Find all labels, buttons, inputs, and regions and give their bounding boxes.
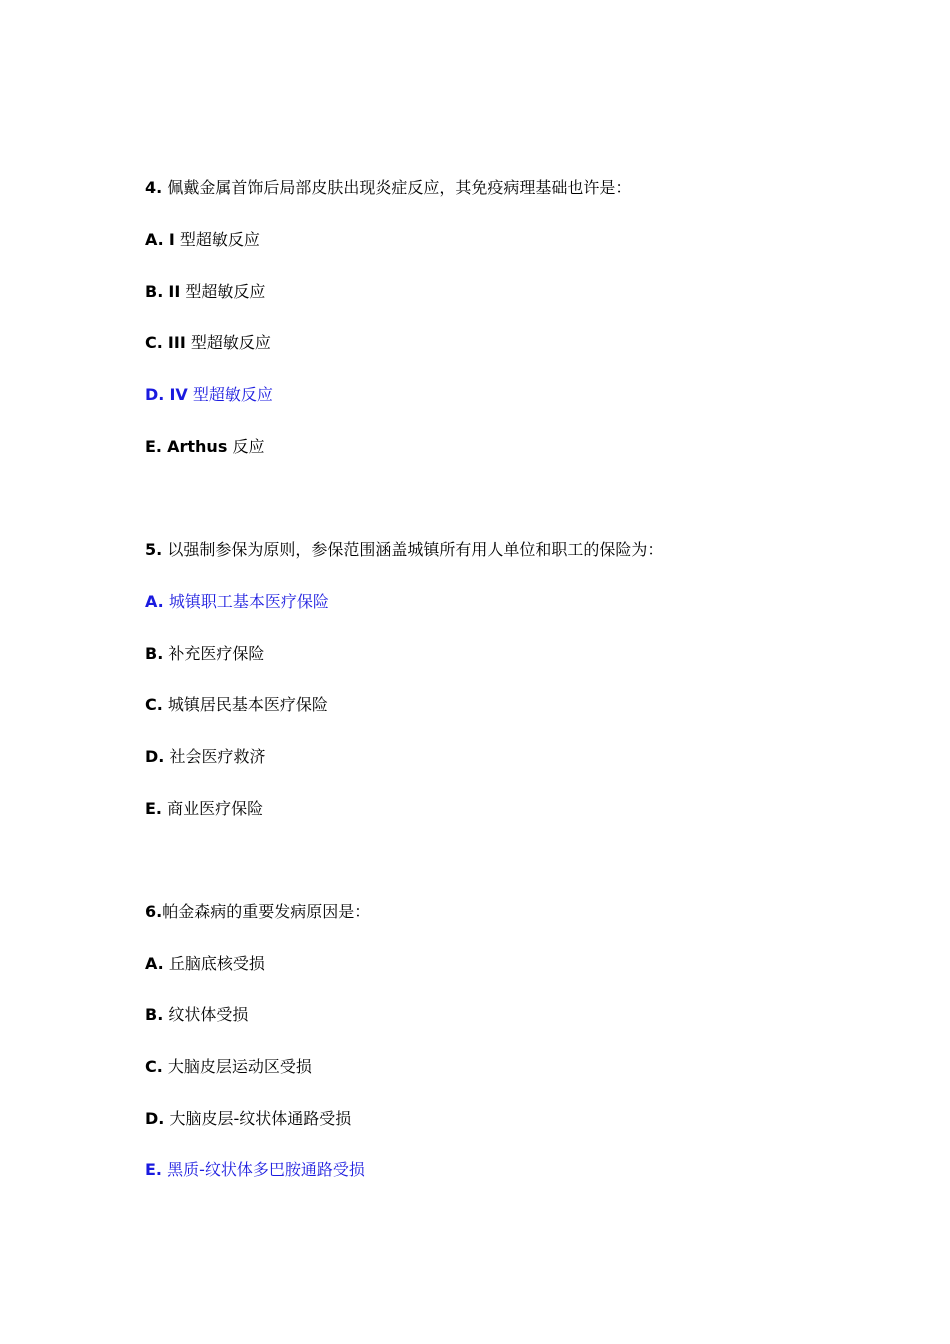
option-text: 黑质-纹状体多巴胺通路受损 bbox=[167, 1160, 365, 1179]
q5-option-c bbox=[145, 695, 328, 715]
option-text: 大脑皮层运动区受损 bbox=[167, 1057, 312, 1076]
option-text: 型超敏反应 bbox=[190, 333, 271, 352]
option-text: 型超敏反应 bbox=[192, 385, 273, 404]
option-text: 反应 bbox=[232, 437, 265, 456]
option-bold-text: IV bbox=[169, 385, 188, 404]
question-text: 帕金森病的重要发病原因是： bbox=[162, 902, 371, 921]
option-text: 大脑皮层-纹状体通路受损 bbox=[169, 1109, 352, 1128]
option-text: 城镇居民基本医疗保险 bbox=[167, 695, 328, 714]
option-letter: C. bbox=[145, 333, 163, 352]
option-letter: D. bbox=[145, 385, 165, 404]
q6-option-a bbox=[145, 954, 265, 974]
option-letter: C. bbox=[145, 1057, 163, 1076]
question-6-stem bbox=[145, 902, 370, 922]
option-letter: C. bbox=[145, 695, 163, 714]
option-text: 社会医疗救济 bbox=[169, 747, 266, 766]
q6-option-b bbox=[145, 1005, 248, 1025]
option-letter: E. bbox=[145, 437, 163, 456]
question-4-stem bbox=[145, 178, 631, 198]
q5-option-b bbox=[145, 644, 264, 664]
option-text: 型超敏反应 bbox=[185, 282, 266, 301]
option-letter: A. bbox=[145, 592, 164, 611]
option-letter: E. bbox=[145, 1160, 163, 1179]
question-text: 佩戴金属首饰后局部皮肤出现炎症反应，其免疫病理基础也许是： bbox=[167, 178, 632, 197]
q4-option-e bbox=[145, 437, 264, 457]
option-bold-text: II bbox=[168, 282, 181, 301]
q4-option-a bbox=[145, 230, 260, 250]
q4-option-d-correct bbox=[145, 385, 273, 405]
option-letter: B. bbox=[145, 1005, 164, 1024]
option-text: 城镇职工基本医疗保险 bbox=[168, 592, 329, 611]
q6-option-c bbox=[145, 1057, 312, 1077]
option-text: 型超敏反应 bbox=[179, 230, 260, 249]
option-text: 丘脑底核受损 bbox=[168, 954, 265, 973]
q6-option-d bbox=[145, 1109, 351, 1129]
option-letter: A. bbox=[145, 230, 164, 249]
option-bold-text: III bbox=[167, 333, 186, 352]
option-letter: B. bbox=[145, 644, 164, 663]
question-5-stem bbox=[145, 540, 663, 560]
question-number: 6. bbox=[145, 902, 163, 921]
option-letter: D. bbox=[145, 747, 165, 766]
option-text: 补充医疗保险 bbox=[168, 644, 265, 663]
option-text: 纹状体受损 bbox=[168, 1005, 249, 1024]
q5-option-e bbox=[145, 799, 263, 819]
option-bold-text: Arthus bbox=[167, 437, 228, 456]
q6-option-e-correct bbox=[145, 1160, 365, 1180]
q4-option-b bbox=[145, 282, 265, 302]
option-letter: B. bbox=[145, 282, 164, 301]
q4-option-c bbox=[145, 333, 271, 353]
option-letter: E. bbox=[145, 799, 163, 818]
q5-option-d bbox=[145, 747, 265, 767]
option-letter: A. bbox=[145, 954, 164, 973]
option-letter: D. bbox=[145, 1109, 165, 1128]
option-bold-text: I bbox=[168, 230, 175, 249]
question-number: 5. bbox=[145, 540, 163, 559]
option-text: 商业医疗保险 bbox=[167, 799, 264, 818]
question-number: 4. bbox=[145, 178, 163, 197]
q5-option-a-correct bbox=[145, 592, 329, 612]
question-text: 以强制参保为原则，参保范围涵盖城镇所有用人单位和职工的保险为： bbox=[167, 540, 664, 559]
